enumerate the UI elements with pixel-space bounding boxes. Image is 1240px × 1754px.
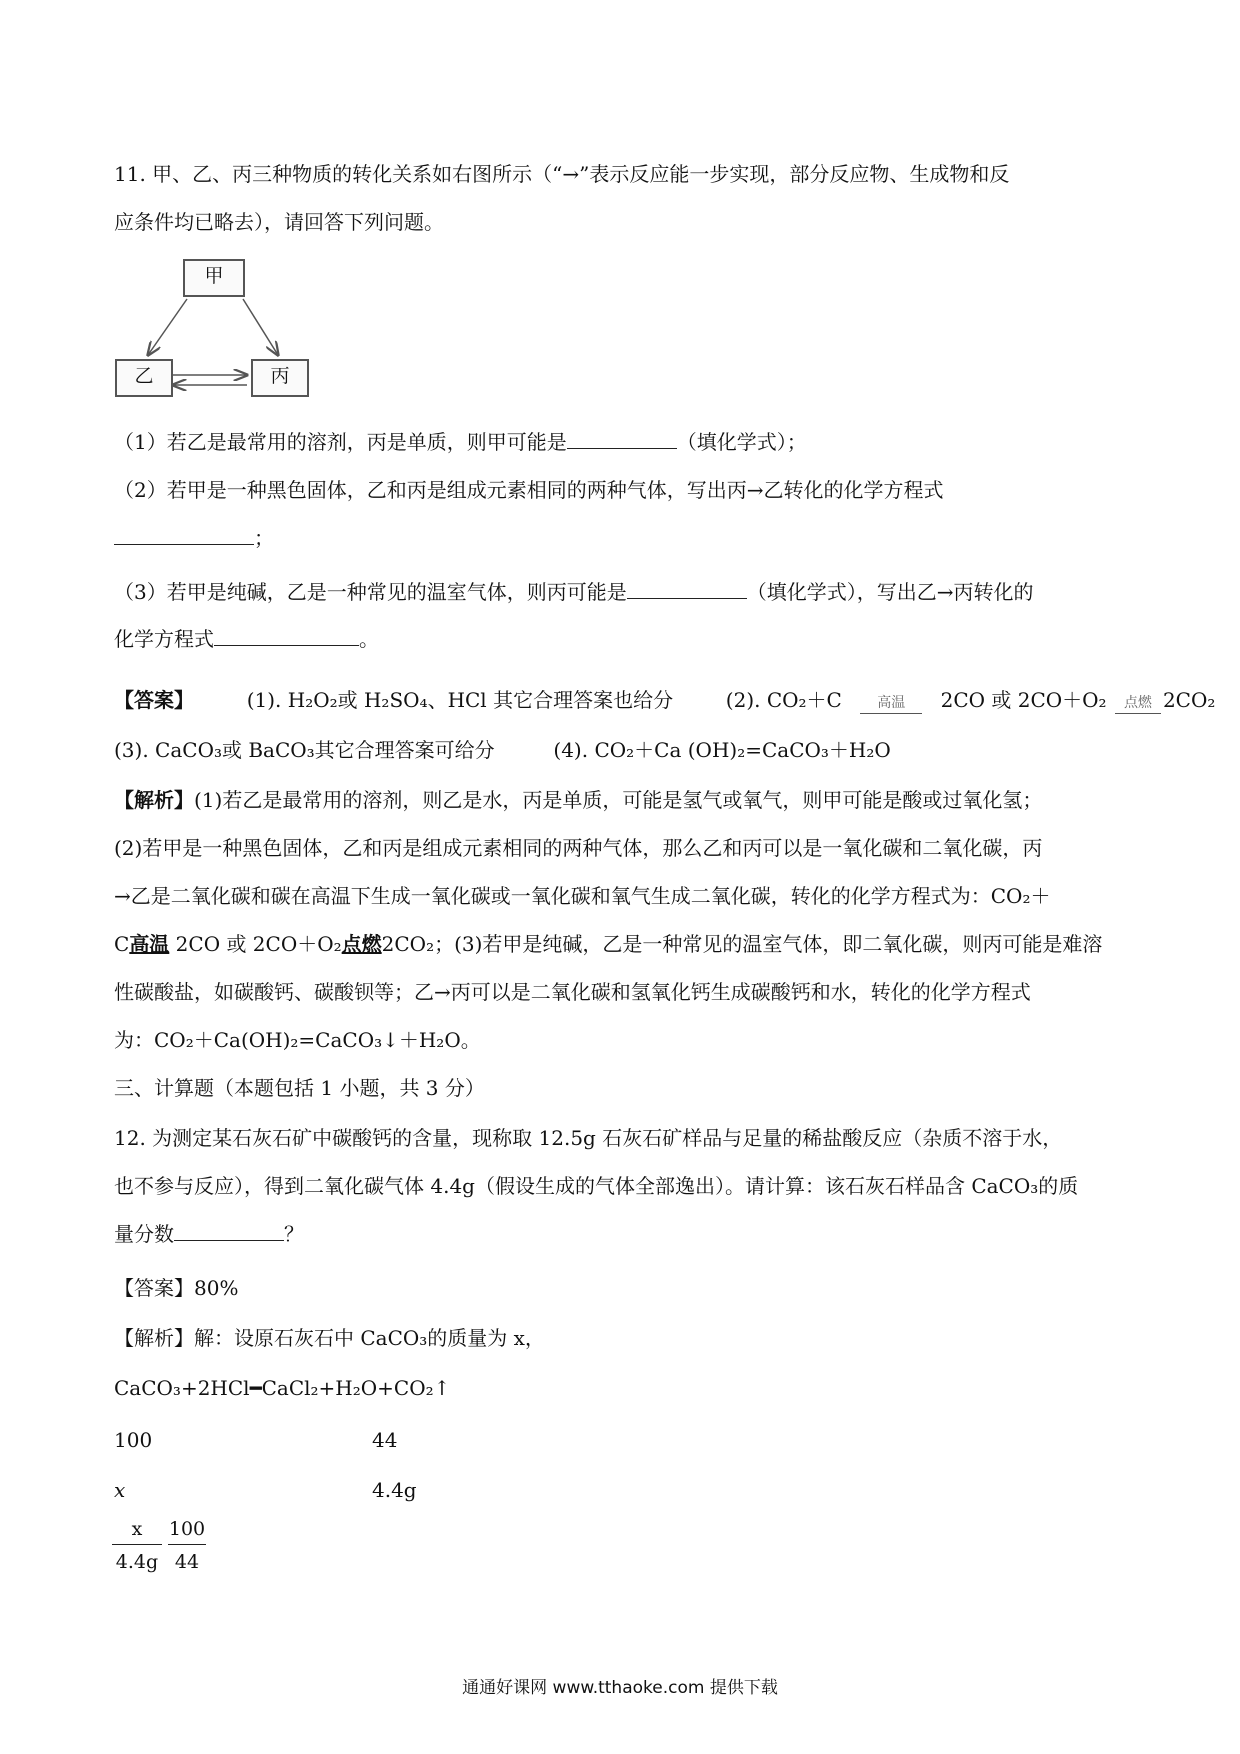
node-bing: 丙 [251, 359, 309, 397]
q11-part2-blank-line [114, 526, 274, 550]
q11-diagram [115, 255, 320, 405]
answer-part1: (1). H₂O₂或 H₂SO₄、HCl 其它合理答案也给分 [246, 688, 674, 712]
explain-cond-dianran: 点燃 [341, 932, 382, 956]
answer-blank-3 [627, 597, 747, 599]
explain-cond-gaowen: 高温 [129, 932, 170, 956]
node-yi: 乙 [115, 359, 173, 397]
q11-explain-line4: C高温 2CO 或 2CO＋O₂点燃2CO₂；(3)若甲是纯碱，乙是一种常见的温室气体，即二氧化碳，则丙可能是难溶 [114, 932, 1103, 956]
q11-answer-line1 [114, 688, 1215, 714]
q12-equation: CaCO₃+2HCl━CaCl₂+H₂O+CO₂↑ [114, 1376, 451, 1400]
q11-stem-line1: 11. 甲、乙、丙三种物质的转化关系如右图所示（“→”表示反应能一步实现，部分反应物、生成物和反 [114, 162, 1010, 186]
q11-part2-end: ； [254, 526, 274, 550]
q12-stem-line3: 量分数 ？ [114, 1222, 304, 1246]
condition-gaowen: 高温 [860, 695, 922, 714]
q12-stem-line2: 也不参与反应），得到二氧化碳气体 4.4g（假设生成的气体全部逸出）。请计算：该石灰石样品含 CaCO₃的质 [114, 1174, 1079, 1198]
q11-part3-text: （3）若甲是纯碱，乙是一种常见的温室气体，则丙可能是 [114, 580, 627, 604]
q11-part3-text2: 化学方程式 [114, 627, 214, 651]
fraction-100-over-44: 100 44 [168, 1518, 206, 1573]
ratio-row1-right: 44 [372, 1428, 398, 1452]
ratio-row2-right: 4.4g [372, 1478, 417, 1502]
arrow-jia-to-bing [243, 299, 278, 355]
q11-stem-line2: 应条件均已略去），请回答下列问题。 [114, 210, 444, 234]
q11-part1-suffix: （填化学式）； [676, 430, 807, 454]
answer-part3: (3). CaCO₃或 BaCO₃其它合理答案可给分 [114, 738, 495, 762]
ratio-row1-left: 100 [114, 1428, 153, 1452]
q11-explain-line3: →乙是二氧化碳和碳在高温下生成一氧化碳或一氧化碳和氧气生成二氧化碳，转化的化学方程式为：CO₂＋ [114, 884, 1051, 908]
q11-part3-line1 [114, 580, 1034, 604]
answer-blank-2 [114, 543, 254, 545]
answer-part2-a: (2). CO₂＋C [725, 688, 842, 712]
page-footer: 通通好课网 www.tthaoke.com 提供下载 [462, 1678, 778, 1698]
arrow-jia-to-yi [148, 299, 187, 355]
answer-part2-c: 2CO₂ [1162, 688, 1216, 712]
q12-answer: 【答案】80% [114, 1276, 239, 1300]
q11-explain-line1: 【解析】(1)若乙是最常用的溶剂，则乙是水，丙是单质，可能是氢气或氧气，则甲可能是酸或过氧化氢； [114, 788, 1043, 812]
q11-explain-line6: 为：CO₂＋Ca(OH)₂=CaCO₃↓＋H₂O。 [114, 1028, 481, 1052]
answer-part2-b: 2CO 或 2CO＋O₂ [940, 688, 1107, 712]
ratio-row2-left: x [114, 1478, 126, 1502]
answer-blank-4 [214, 644, 359, 646]
q11-part3-line2 [114, 627, 379, 651]
condition-dianran: 点燃 [1115, 695, 1161, 714]
q11-part2: （2）若甲是一种黑色固体，乙和丙是组成元素相同的两种气体，写出丙→乙转化的化学方程式 [114, 478, 944, 502]
answer-blank-1 [567, 447, 677, 449]
q11-part3-suffix: （填化学式），写出乙→丙转化的 [746, 580, 1034, 604]
answer-part4: (4). CO₂＋Ca (OH)₂=CaCO₃＋H₂O [553, 738, 891, 762]
node-jia: 甲 [183, 259, 245, 297]
answer-blank-5 [174, 1239, 284, 1241]
q12-explain: 【解析】解：设原石灰石中 CaCO₃的质量为 x， [114, 1326, 545, 1350]
section-heading: 三、计算题（本题包括 1 小题，共 3 分） [114, 1076, 485, 1100]
q11-part3-end: 。 [359, 627, 379, 651]
answer-label: 【答案】 [114, 688, 194, 712]
q12-stem-line1: 12. 为测定某石灰石矿中碳酸钙的含量，现称取 12.5g 石灰石矿样品与足量的稀盐酸反应（杂质不溶于水， [114, 1126, 1063, 1150]
q11-explain-line5: 性碳酸盐，如碳酸钙、碳酸钡等；乙→丙可以是二氧化碳和氢氧化钙生成碳酸钙和水，转化的化学方程式 [114, 980, 1031, 1004]
explain-label: 【解析】 [114, 788, 194, 812]
fraction-x-over-4.4g: x 4.4g [112, 1518, 162, 1573]
q11-part1-text: （1）若乙是最常用的溶剂，丙是单质，则甲可能是 [114, 430, 567, 454]
q11-part1 [114, 430, 807, 454]
q11-answer-line2 [114, 738, 891, 762]
q11-explain-line2: (2)若甲是一种黑色固体，乙和丙是组成元素相同的两种气体，那么乙和丙可以是一氧化碳和二氧化碳，丙 [114, 836, 1043, 860]
